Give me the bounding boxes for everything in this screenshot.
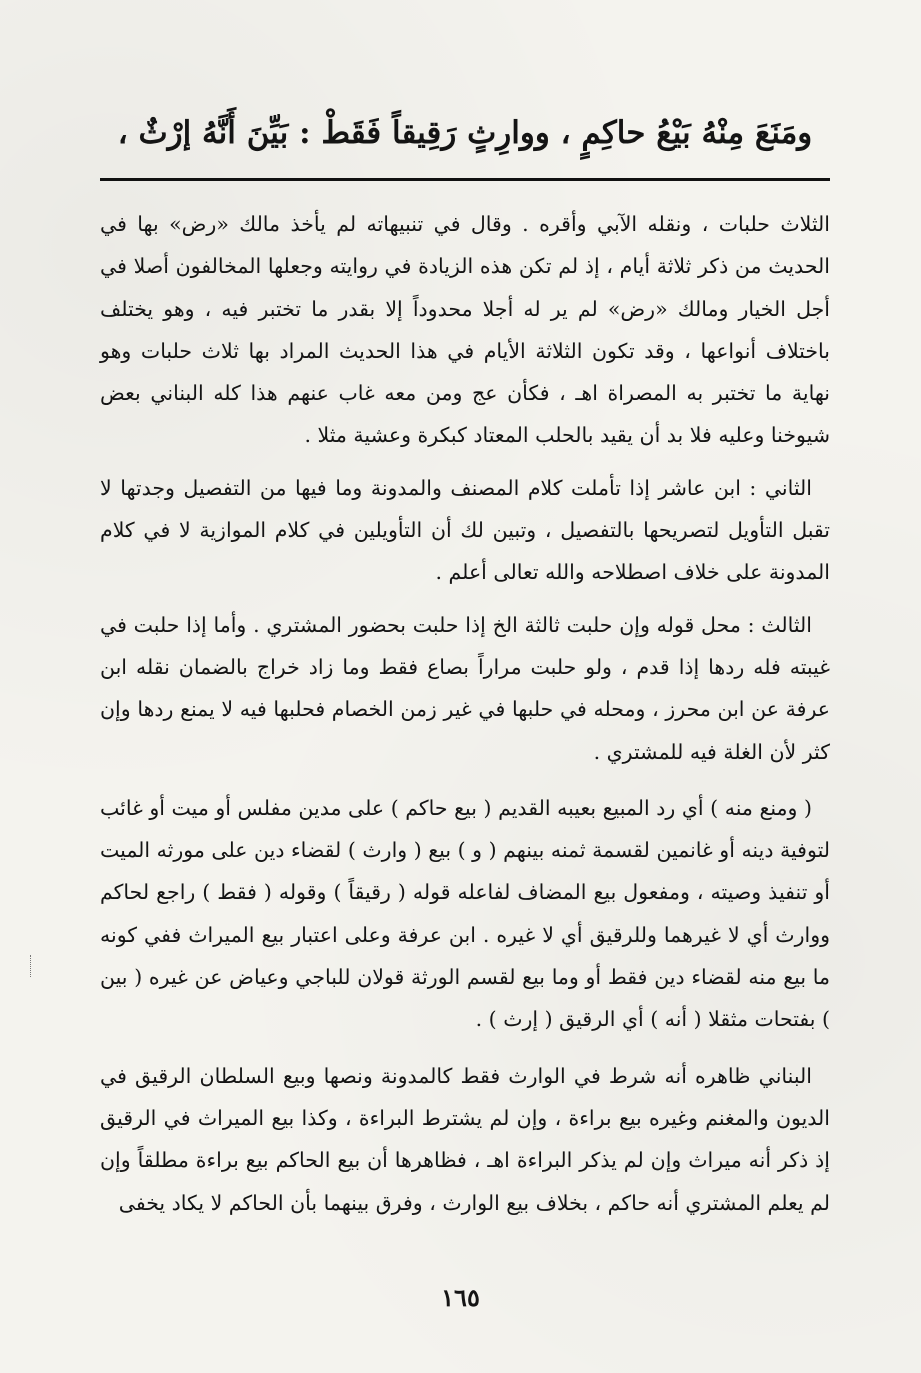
paragraph-2: الثاني : ابن عاشر إذا تأملت كلام المصنف والمدونة وما فيها من التفصيل وجدتها لا تقبل التأويل لتصريحها بالتفصيل ، وتبين لك أن التأويلين في كلام الموازية لا في كلام المدونة على خلاف اصطلاحه والله تعالى أعلم . [100, 475, 830, 585]
paragraph-4: ( ومنع منه ) أي رد المبيع بعيبه القديم ( بيع حاكم ) على مدين مفلس أو ميت أو غائب لتوفية دينه أو غانمين لقسمة ثمنه بينهم ( و ) بيع ( وارث ) لقضاء دين على مورثه الميت أو تنفيذ وصيته ، ومفعول بيع المضاف لفاعله قوله ( رقيقاً ) وقوله ( فقط ) راجع لحاكم ووارث أي لا غيرهما وللرقيق أي لا غيره . ابن عرفة وعلى اعتبار بيع الميراث ففي كونه ما بيع منه لقضاء دين فقط أو وما بيع لقسم الورثة قولان للباجي وعياض عن غيره ( بين ) بفتحات مثقلا ( أنه ) أي الرقيق ( إرث ) . [100, 795, 830, 1032]
page-number: ١٦٥ [441, 1283, 480, 1312]
paragraph-3: الثالث : محل قوله وإن حلبت ثالثة الخ إذا حلبت بحضور المشتري . وأما إذا حلبت في غيبته فله ردها إذا قدم ، ولو حلبت مراراً بصاع فقط وما زاد خراج بالضمان نقله ابن عرفة عن ابن محرز ، ومحله في حلبها في غير زمن الخصام فحلبها فيه لا يمنع ردها وإن كثر لأن الغلة فيه للمشتري . [100, 612, 830, 764]
scan-edge-mark [30, 955, 37, 977]
body-text [100, 203, 830, 1224]
paragraph-5: البناني ظاهره أنه شرط في الوارث فقط كالمدونة ونصها وبيع السلطان الرقيق في الديون والمغنم وغيره بيع براءة ، وإن لم يشترط البراءة ، وكذا بيع الميراث في الرقيق إذ ذكر أنه ميراث وإن لم يذكر البراءة اهـ ، فظاهرها أن بيع الحاكم بيع براءة مطلقاً وإن لم يعلم المشتري أنه حاكم ، بخلاف بيع الوارث ، وفرق بينهما بأن الحاكم لا يكاد يخفى [100, 1063, 830, 1215]
running-header: ومَنَعَ مِنْهُ بَيْعُ حاكِمٍ ، ووارِثٍ رَقِيقاً فَقَطْ : بَيِّنَ أَنَّهُ إرْثٌ ، [117, 115, 813, 151]
header-rule [100, 178, 830, 181]
paragraph-1: الثلاث حلبات ، ونقله الآبي وأقره . وقال في تنبيهاته لم يأخذ مالك «رض» بها في الحديث من ذكر ثلاثة أيام ، إذ لم تكن هذه الزيادة في روايته وجعلها المخالفون أصلا في أجل الخيار ومالك «رض» لم ير له أجلا محدوداً إلا بقدر ما تختبر فيه ، وهو يختلف باختلاف أنواعها ، وقد تكون الثلاثة الأيام في هذا الحديث المراد بها ثلاث حلبات وهو نهاية ما تختبر به المصراة اهـ ، فكأن عج ومن معه غاب عنهم هذا كله البناني بعض شيوخنا وعليه فلا بد أن يقيد بالحلب المعتاد كبكرة وعشية مثلا . [100, 212, 830, 448]
